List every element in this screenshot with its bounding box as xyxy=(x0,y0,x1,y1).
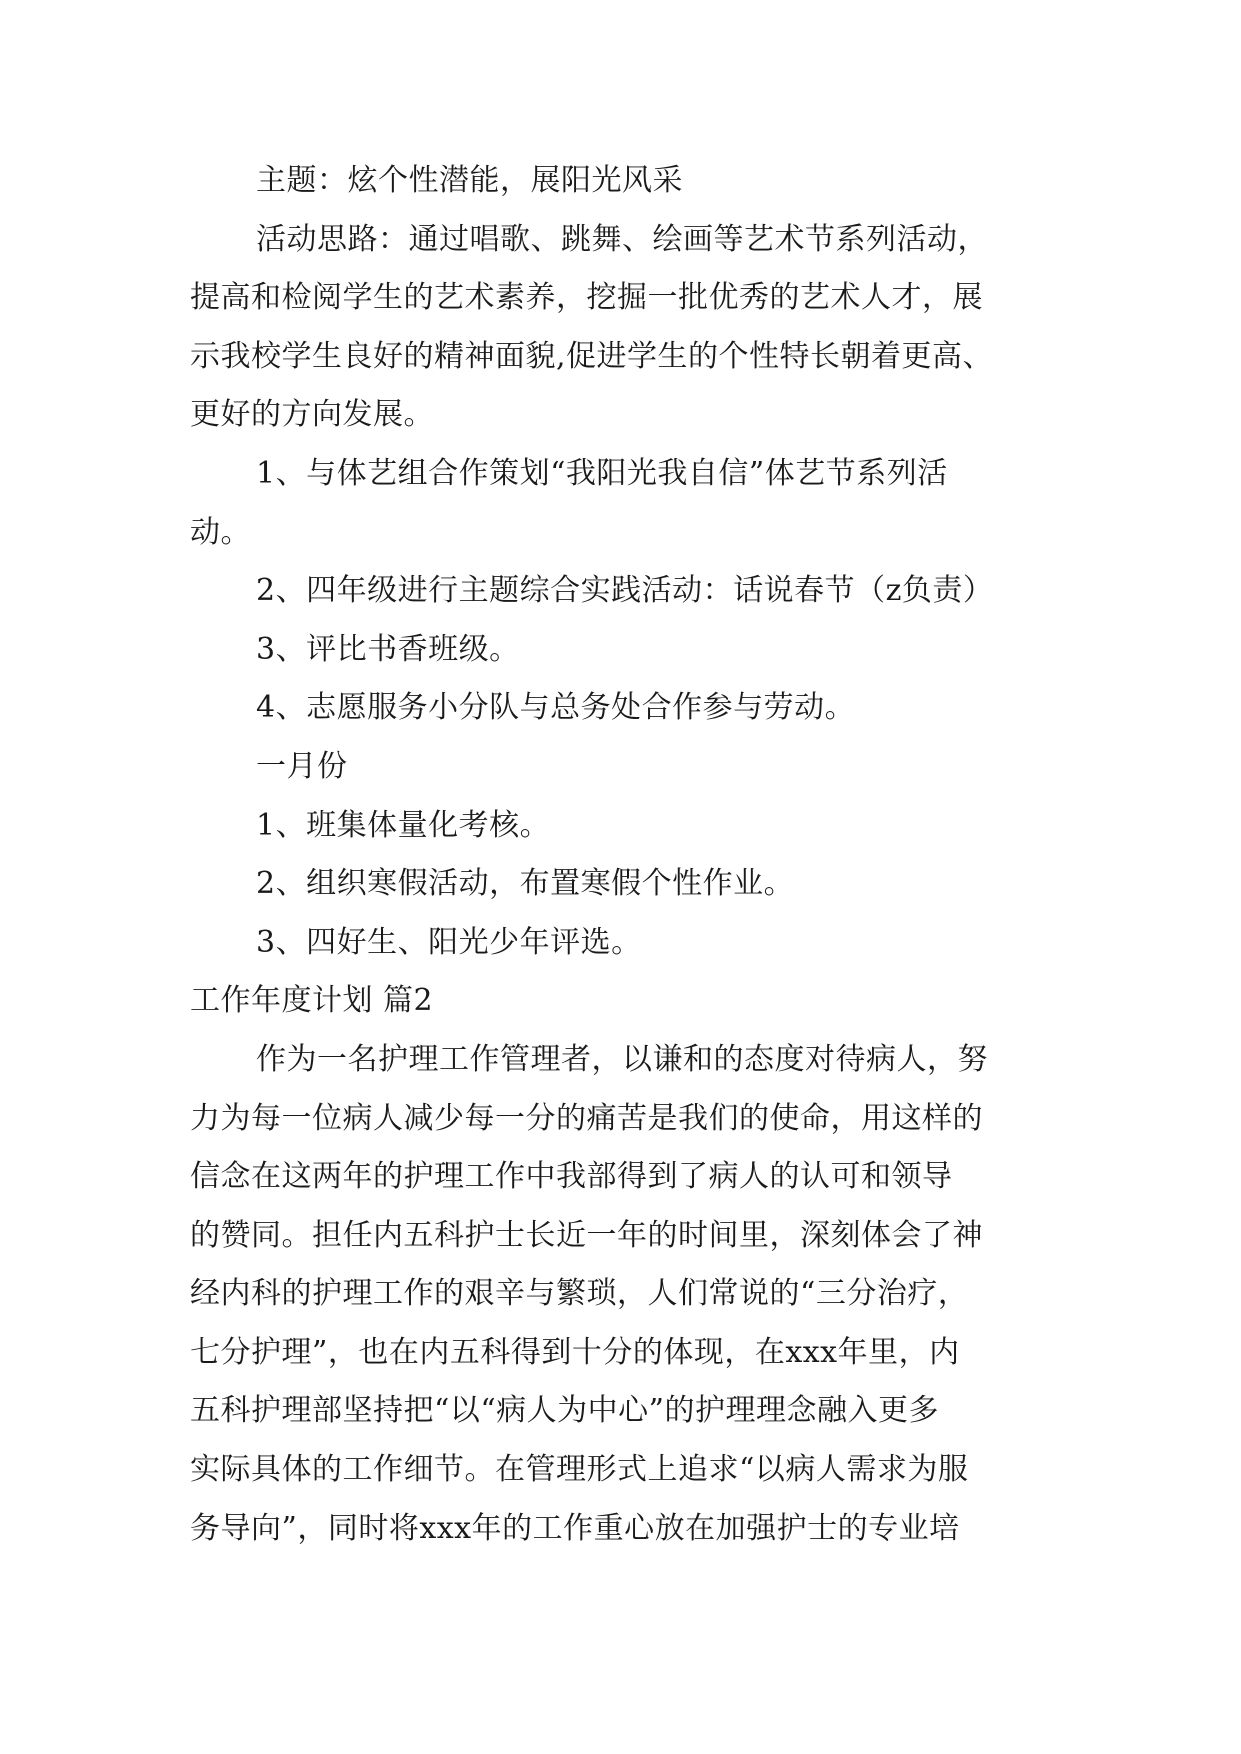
paragraph-line: 示我校学生良好的精神面貌,促进学生的个性特长朝着更高、 xyxy=(190,338,994,374)
list-item: 3、评比书香班级。 xyxy=(256,631,520,667)
list-item: 4、志愿服务小分队与总务处合作参与劳动。 xyxy=(256,690,856,726)
paragraph-line: 务导向”，同时将xxx年的工作重心放在加强护士的专业培 xyxy=(190,1510,960,1546)
paragraph-line: 经内科的护理工作的艰辛与繁琐，人们常说的“三分治疗， xyxy=(190,1276,969,1312)
month-heading: 一月份 xyxy=(256,748,348,784)
paragraph-line: 五科护理部坚持把“以“病人为中心”的护理理念融入更多 xyxy=(190,1393,940,1429)
paragraph-line: 作为一名护理工作管理者，以谦和的态度对待病人，努 xyxy=(256,1041,988,1077)
paragraph-line: 的赞同。担任内五科护士长近一年的时间里，深刻体会了神 xyxy=(190,1217,983,1253)
paragraph-line: 提高和检阅学生的艺术素养，挖掘一批优秀的艺术人才，展 xyxy=(190,280,983,316)
section-title: 工作年度计划 篇2 xyxy=(190,983,434,1019)
theme-line: 主题：炫个性潜能，展阳光风采 xyxy=(256,163,683,198)
list-item-continuation: 动。 xyxy=(190,514,251,550)
list-item: 1、班集体量化考核。 xyxy=(256,807,551,843)
paragraph-line: 力为每一位病人减少每一分的痛苦是我们的使命，用这样的 xyxy=(190,1100,983,1136)
list-item: 2、四年级进行主题综合实践活动：话说春节（z负责） xyxy=(256,573,994,609)
list-item: 2、组织寒假活动，布置寒假个性作业。 xyxy=(256,866,795,902)
paragraph-line: 更好的方向发展。 xyxy=(190,397,434,433)
paragraph-line: 信念在这两年的护理工作中我部得到了病人的认可和领导 xyxy=(190,1159,953,1195)
list-item: 3、四好生、阳光少年评选。 xyxy=(256,924,642,960)
document-page xyxy=(190,152,1050,1558)
paragraph-line: 实际具体的工作细节。在管理形式上追求“以病人需求为服 xyxy=(190,1452,969,1488)
activity-idea-line: 活动思路：通过唱歌、跳舞、绘画等艺术节系列活动， xyxy=(256,221,988,257)
list-item: 1、与体艺组合作策划“我阳光我自信”体艺节系列活 xyxy=(256,455,948,491)
paragraph-line: 七分护理”，也在内五科得到十分的体现，在xxx年里，内 xyxy=(190,1334,960,1370)
